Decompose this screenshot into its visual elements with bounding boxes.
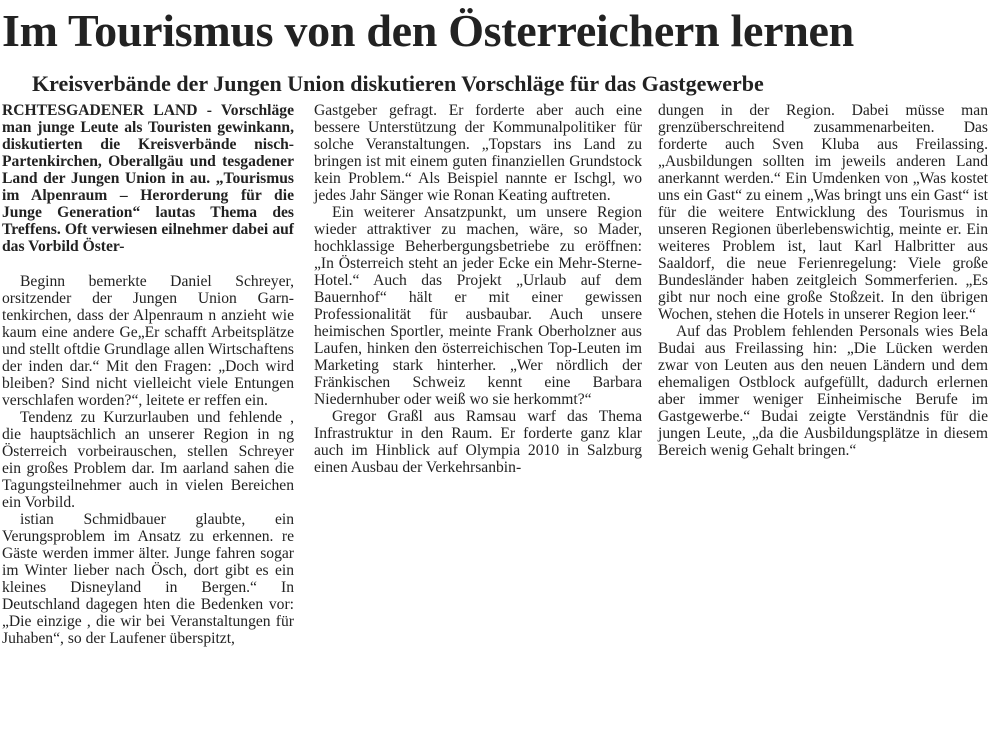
body-paragraph: Gregor Graßl aus Ramsau warf das Thema Infrastruktur in den Raum. Er forderte ganz klar auch im Hinblick auf Olympia 2010 in Salzburg einen Ausbau der Verkehrsanbin- [314,408,642,476]
article-column-3 [658,102,988,459]
article-column-1 [2,102,294,647]
body-paragraph: Beginn bemerkte Daniel Schreyer, orsitzender der Jungen Union Garn-tenkirchen, dass der Alpenraum n anzieht wie kaum eine andere Ge„Er schafft Arbeitsplätze und stellt oftdie Grundlage allen Wirtschaftens der inden dar.“ Mit den Fragen: „Doch wird bleiben? Sind nicht vielleicht viele Entungen verschlafen worden?“, leitete er reffen ein. [2,273,294,409]
body-paragraph: Ein weiterer Ansatzpunkt, um unsere Region wieder attraktiver zu machen, wäre, so Mader, hochklassige Beherbergungsbetriebe zu eröffnen: „In Österreich steht an jeder Ecke ein Mehr-Sterne-Hotel.“ Auch das Projekt „Urlaub auf dem Bauernhof“ hält er mit einer gewissen Professionalität für ausbaubar. Auch unsere heimischen Sportler, meinte Frank Oberholzner aus Laufen, hinken den österreichischen Top-Leuten im Marketing stark hinterher. „Wer nördlich der Fränkischen Schweiz kennt eine Barbara Niedernhuber oder weiß wo sie herkommt?“ [314,204,642,408]
article-subheadline: Kreisverbände der Jungen Union diskutieren Vorschläge für das Gastgewerbe [32,71,764,96]
body-paragraph: Gastgeber gefragt. Er forderte aber auch eine bessere Unterstützung der Kommunalpolitiker für solche Veranstaltungen. „Topstars ins Land zu bringen ist mit einem guten finanziellen Grundstock kein Problem.“ Als Beispiel nannte er Ischgl, wo jedes Jahr Sänger wie Ronan Keating auftreten. [314,102,642,204]
body-paragraph: istian Schmidbauer glaubte, ein Verungsproblem im Ansatz zu erkennen. re Gäste werden immer älter. Junge fahren sogar im Winter lieber nach Ösch, dort gibt es ein kleines Disneyland in Bergen.“ In Deutschland dagegen hten die Bedenken vor: „Die einzige , die wir bei Veranstaltungen für Juhaben“, so der Laufener überspitzt, [2,511,294,647]
body-paragraph: Tendenz zu Kurzurlauben und fehlende , die hauptsächlich an unserer Region in ng Österreich vorbeirauschen, stellen Schreyer ein großes Problem dar. Im aarland sahen die Tagungsteilnehmer auch in vielen Bereichen ein Vorbild. [2,409,294,511]
body-paragraph: Auf das Problem fehlenden Personals wies Bela Budai aus Freilassing hin: „Die Lücken werden zwar von Leuten aus den neuen Ländern und dem ehemaligen Ostblock aufgefüllt, dadurch erlernen aber immer weniger Einheimische Berufe im Gastgewerbe.“ Budai zeigte Verständnis für die jungen Leute, „da die Ausbildungsplätze in diesem Bereich wenig Gehalt bringen.“ [658,323,988,459]
lead-text: Vorschläge man junge Leute als Touristen gewinkann, diskutierten die Kreisverbände nisch-Partenkirchen, Oberallgäu und tesgadener Land der Jungen Union in au. „Tourismus im Alpenraum – Herorderung für die Junge Generation“ lautas Thema des Treffens. Oft verwiesen eilnehmer dabei auf das Vorbild Öster- [2,102,294,255]
article-headline: Im Tourismus von den Österreichern lernen [2,5,854,56]
body-paragraph: dungen in der Region. Dabei müsse man grenzüberschreitend zusammenarbeiten. Das forderte auch Sven Kluba aus Freilassing. „Ausbildungen sollten im jeweils anderen Land anerkannt werden.“ Ein Umdenken von „Was kostet uns ein Gast“ zu einem „Was bringt uns ein Gast“ ist für die weitere Entwicklung des Tourismus in unseren Regionen überlebenswichtig, meinte er. Ein weiteres Problem ist, laut Karl Halbritter aus Saaldorf, die neue Ferienregelung: Viele große Bundesländer haben zeitgleich Sommerferien. „Es gibt nur noch eine große Stoßzeit. In den übrigen Wochen, stehen die Hotels in unserer Region leer.“ [658,102,988,323]
article-column-2 [314,102,642,476]
dateline: RCHTESGADENER LAND - [2,102,221,119]
lead-paragraph [2,102,294,255]
